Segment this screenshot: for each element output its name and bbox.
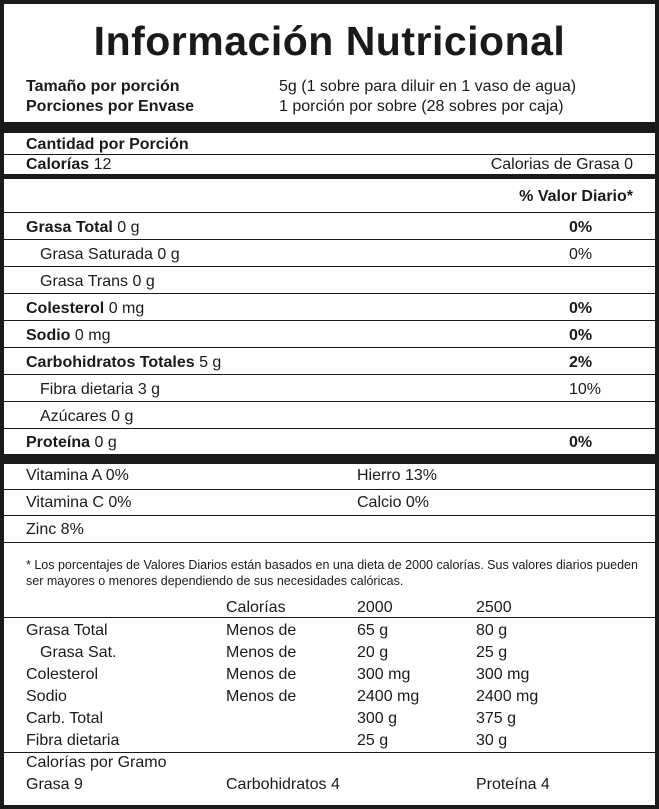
table-header-cell: Calorías (226, 599, 286, 616)
table-cell: 30 g (476, 732, 508, 749)
amount-per-serving: Cantidad por Porción (26, 136, 189, 153)
nutrient-dv: 0% (569, 246, 593, 263)
dv-header: % Valor Diario* (519, 188, 633, 205)
divider (4, 428, 655, 429)
divider (4, 401, 655, 402)
servings-per-container-value: 1 porción por sobre (28 sobres por caja) (279, 98, 564, 115)
serving-size-label: Tamaño por porción (26, 78, 180, 95)
nutrient-dv: 2% (569, 354, 593, 371)
vitamin-value: Zinc 8% (26, 521, 84, 538)
vitamin-row (26, 494, 633, 512)
calories-per-gram-value: Grasa 9 (26, 776, 83, 793)
vitamin-value: Vitamina A 0% (26, 467, 129, 484)
table-cell: 2400 mg (476, 688, 539, 705)
divider (4, 489, 655, 490)
nutrient-amount: 0 g (111, 408, 134, 425)
footnote: * Los porcentajes de Valores Diarios están basados en una dieta de 2000 calorías. Sus valores diarios pueden ser mayores o menores dependiendo de sus necesidades calóricas. (26, 558, 638, 588)
nutrient-amount: 0 g (157, 246, 180, 263)
fat-calories: Calorias de Grasa 0 (490, 156, 633, 173)
calories-per-gram-label: Calorías por Gramo (26, 754, 167, 771)
divider (4, 347, 655, 348)
nutrient-name: Carbohidratos Totales (26, 354, 195, 371)
table-cell: Sodio (26, 688, 67, 705)
table-cell: Colesterol (26, 666, 99, 683)
nutrient-row-trans-fat (26, 273, 633, 291)
table-cell: 300 mg (476, 666, 530, 683)
nutrient-name: Azúcares (40, 408, 107, 425)
nutrient-row-saturated-fat (26, 246, 633, 264)
nutrient-amount: 0 mg (74, 327, 111, 344)
nutrient-amount: 3 g (137, 381, 161, 398)
table-cell: Fibra dietaria (26, 732, 120, 749)
table-cell: Grasa Sat. (40, 644, 117, 661)
nutrient-dv: 0% (569, 300, 593, 317)
table-cell: 65 g (357, 622, 389, 639)
divider (4, 752, 655, 753)
divider (4, 212, 655, 213)
nutrient-name: Grasa Total (26, 219, 113, 236)
calories-row (26, 156, 633, 174)
divider (4, 515, 655, 516)
thick-divider (4, 122, 655, 133)
nutrient-row-fiber (26, 381, 633, 399)
divider (4, 617, 655, 618)
divider (4, 542, 655, 543)
table-cell: Carb. Total (26, 710, 104, 727)
calories-per-gram-value: Proteína 4 (476, 776, 550, 793)
table-cell: Menos de (226, 666, 297, 683)
table-header-cell: 2000 (357, 599, 393, 616)
nutrient-amount: 0 mg (108, 300, 145, 317)
nutrient-name: Grasa Saturada (40, 246, 153, 263)
nutrient-row-protein (26, 434, 633, 452)
vitamin-row (26, 521, 633, 539)
nutrient-row-sodium (26, 327, 633, 345)
nutrient-row-carbohydrates (26, 354, 633, 372)
mineral-value: Hierro 13% (357, 467, 438, 484)
divider (4, 293, 655, 294)
nutrient-dv: 0% (569, 434, 593, 451)
medium-divider (4, 174, 655, 179)
vitamin-value: Vitamina C 0% (26, 494, 132, 511)
nutrient-amount: 0 g (117, 219, 140, 236)
table-cell: 80 g (476, 622, 508, 639)
nutrient-dv: 0% (569, 219, 593, 236)
nutrient-name: Sodio (26, 327, 71, 344)
divider (4, 320, 655, 321)
divider (4, 239, 655, 240)
table-header-cell: 2500 (476, 599, 512, 616)
nutrient-name: Fibra dietaria (40, 381, 134, 398)
thick-divider (4, 454, 655, 464)
table-cell: Menos de (226, 622, 297, 639)
nutrient-amount: 0 g (94, 434, 117, 451)
table-cell: 20 g (357, 644, 389, 661)
mineral-value: Calcio 0% (357, 494, 430, 511)
label-title: Información Nutricional (93, 18, 566, 64)
table-cell: 2400 mg (357, 688, 420, 705)
vitamin-row (26, 467, 633, 485)
divider (4, 374, 655, 375)
table-cell: 300 mg (357, 666, 411, 683)
nutrient-row-total-fat (26, 219, 633, 237)
table-cell: 300 g (357, 710, 398, 727)
calories-label: Calorías (26, 156, 90, 173)
nutrient-row-sugars (26, 408, 633, 426)
calories-per-gram-value: Carbohidratos 4 (226, 776, 340, 793)
nutrient-amount: 0 g (132, 273, 155, 290)
nutrient-name: Colesterol (26, 300, 105, 317)
table-cell: Menos de (226, 644, 297, 661)
nutrient-dv: 10% (569, 381, 602, 398)
nutrient-dv: 0% (569, 327, 593, 344)
table-cell: Menos de (226, 688, 297, 705)
serving-size-value: 5g (1 sobre para diluir en 1 vaso de agua) (279, 78, 577, 95)
table-cell: 25 g (476, 644, 508, 661)
table-cell: 375 g (476, 710, 517, 727)
nutrient-amount: 5 g (199, 354, 222, 371)
table-cell: Grasa Total (26, 622, 108, 639)
servings-per-container-label: Porciones por Envase (26, 98, 195, 115)
divider (4, 154, 655, 155)
nutrient-row-cholesterol (26, 300, 633, 318)
calories-value: 12 (93, 156, 112, 173)
nutrient-name: Grasa Trans (40, 273, 129, 290)
nutrient-name: Proteína (26, 434, 91, 451)
table-cell: 25 g (357, 732, 389, 749)
divider (4, 266, 655, 267)
